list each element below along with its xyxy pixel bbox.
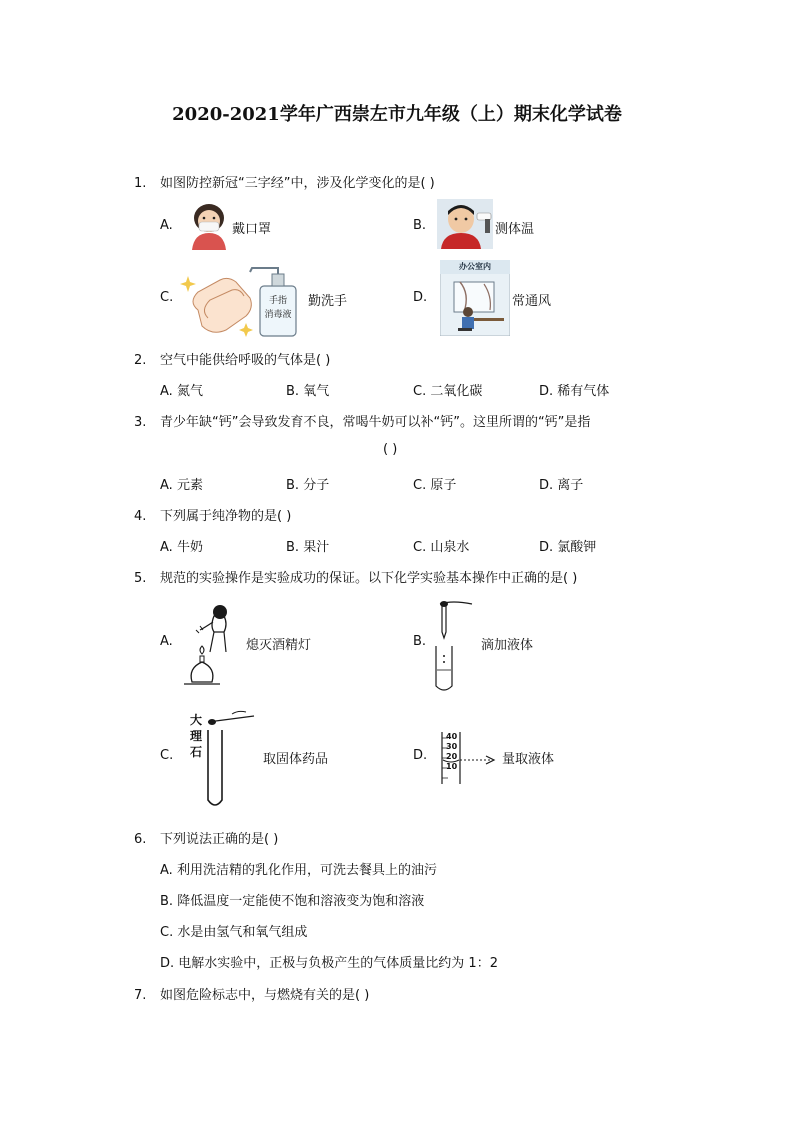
question-3-continuation: ( ) [383,442,398,457]
option-label: 氯酸钾 [557,540,597,555]
temperature-check-image [437,199,493,249]
option-c [413,536,469,555]
option-d [539,536,596,555]
option-b [286,474,329,493]
question-1 [134,172,435,191]
question-3 [134,411,590,430]
marble-label-char: 大 [189,713,202,727]
option-label: 量取液体 [502,752,555,767]
option-c [160,921,307,940]
marble-label-char: 石 [189,745,202,759]
question-text: 如图防控新冠“三字经”中，涉及化学变化的是( ) [160,176,435,191]
option-label: 取固体药品 [263,752,329,767]
question-text: 青少年缺“钙”会导致发育不良，常喝牛奶可以补“钙”。这里所谓的“钙”是指 [160,415,591,430]
option-letter: B. [413,634,427,649]
option-d [160,952,498,971]
question-text: 如图危险标志中，与燃烧有关的是( ) [160,988,370,1003]
option-letter: B. [286,540,300,555]
option-letter: A. [160,384,173,399]
scale-label: 20 [446,752,458,761]
question-number: 2. [134,353,147,368]
option-letter: B. [160,894,174,909]
office-ventilation-image [440,260,510,336]
option-label: 山泉水 [430,540,470,555]
scale-label: 30 [446,742,458,751]
question-7 [134,984,369,1003]
option-letter: A. [160,634,173,649]
option-d [539,474,583,493]
option-letter: C. [413,478,427,493]
page-title: 2020-2021学年广西崇左市九年级（上）期末化学试卷 [172,104,622,125]
office-sign-text: 办公室内 [459,262,491,271]
option-letter: C. [160,290,174,305]
option-label: 原子 [430,478,457,493]
option-letter: C. [413,540,427,555]
question-number: 4. [134,509,147,524]
option-b [286,536,329,555]
option-label: 牛奶 [176,540,203,555]
question-number: 6. [134,832,147,847]
question-text: 规范的实验操作是实验成功的保证。以下化学实验基本操作中正确的是( ) [160,571,578,586]
option-label: 分子 [303,478,330,493]
question-text: 下列属于纯净物的是( ) [160,509,292,524]
option-letter: B. [286,478,300,493]
option-label: 二氧化碳 [430,384,483,399]
extinguish-alcohol-lamp-image [184,602,240,686]
question-number: 1. [134,176,147,191]
option-letter: A. [160,218,173,233]
option-a [160,536,203,555]
option-label: 氧气 [303,384,330,399]
option-label: 测体温 [495,222,535,237]
question-text: 下列说法正确的是( ) [160,832,279,847]
dropper-test-tube-image [432,598,478,694]
question-text: 空气中能供给呼吸的气体是( ) [160,353,331,368]
option-label: 水是由氢气和氧气组成 [177,925,308,940]
marble-label-char: 理 [189,729,202,743]
option-letter: D. [539,478,554,493]
option-label: 利用洗洁精的乳化作用，可洗去餐具上的油污 [176,863,437,878]
option-letter: D. [539,540,554,555]
hand-sanitizer-image [180,262,300,338]
question-number: 3. [134,415,147,430]
option-label: 熄灭酒精灯 [246,638,312,653]
option-c [413,474,456,493]
take-solid-reagent-image [186,708,258,810]
option-a [160,859,437,878]
sanitizer-label-line: 手指 [268,296,287,306]
option-label: 元素 [176,478,203,493]
option-label: 降低温度一定能使不饱和溶液变为饱和溶液 [177,894,425,909]
question-2 [134,349,330,368]
option-letter: B. [286,384,300,399]
marble-label [186,712,206,760]
option-letter: A. [160,863,173,878]
option-b [160,890,424,909]
option-label: 氮气 [176,384,203,399]
sanitizer-label [260,294,296,322]
option-a [160,380,203,399]
option-letter: A. [160,540,173,555]
scale-label: 10 [446,762,458,771]
option-letter: B. [413,218,427,233]
option-letter: D. [160,956,175,971]
option-label: 常通风 [512,294,552,309]
option-a [160,474,203,493]
option-letter: C. [160,925,174,940]
option-label: 戴口罩 [232,222,272,237]
sanitizer-label-line: 消毒液 [264,310,292,320]
graduated-cylinder-image [438,730,500,786]
child-mask-image [186,200,232,250]
option-letter: D. [413,290,428,305]
option-label: 果汁 [303,540,330,555]
question-5 [134,567,577,586]
question-number: 7. [134,988,147,1003]
option-label: 离子 [557,478,584,493]
option-b [286,380,329,399]
option-label: 稀有气体 [557,384,610,399]
option-label: 勤洗手 [308,294,348,309]
cylinder-scale [446,732,457,772]
option-label: 电解水实验中，正极与负极产生的气体质量比约为 1：2 [178,956,498,971]
option-letter: A. [160,478,173,493]
question-6 [134,828,278,847]
option-letter: D. [413,748,428,763]
scale-label: 40 [446,732,458,741]
option-letter: C. [413,384,427,399]
option-letter: C. [160,748,174,763]
option-label: 滴加液体 [481,638,534,653]
option-letter: D. [539,384,554,399]
question-4 [134,505,291,524]
option-d [539,380,609,399]
question-number: 5. [134,571,147,586]
option-c [413,380,482,399]
